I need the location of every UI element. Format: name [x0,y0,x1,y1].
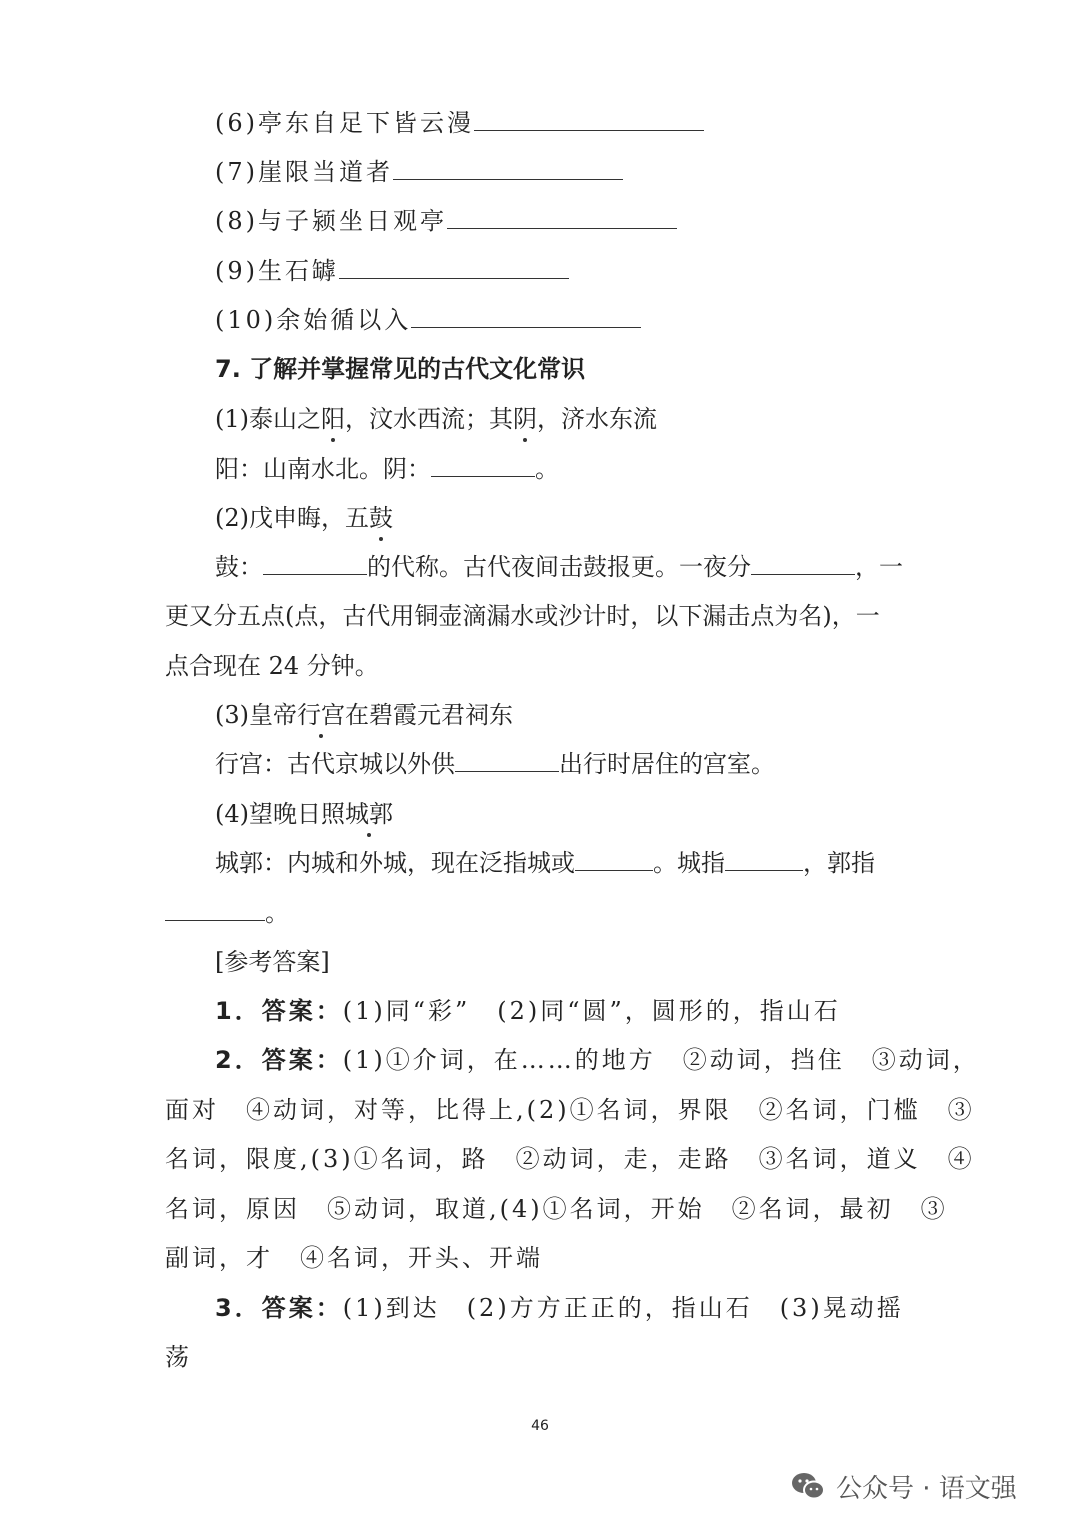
answer-text: (1)到达 (2)方方正正的，指山石 (3)晃动摇 [342,1294,904,1322]
answer-blank[interactable] [431,452,535,477]
answer-text: ，郭指 [803,849,875,877]
answer-blank[interactable] [751,550,855,575]
dotted-word: 阴 [513,402,537,436]
answer-2-line1 [215,1043,980,1077]
question-1-answer [215,452,559,486]
question-text: (2)戊申晦，五 [215,504,369,532]
answer-blank[interactable] [447,204,677,229]
section-title: 7. 了解并掌握常见的古代文化常识 [215,355,586,383]
answer-blank[interactable] [263,550,367,575]
dotted-word: 阳 [321,402,345,436]
answer-2-line4: 名词，原因 ⑤动词，取道,(4)①名词，开始 ②名词，最初 ③ [165,1195,948,1223]
question-text: (3)皇帝 [215,701,297,729]
answer-text: 。 [535,455,559,483]
question-2-answer-line1 [215,550,903,584]
question-text: ，汶水西流；其 [345,405,513,433]
answer-3-line1 [215,1291,904,1325]
answer-1 [215,994,841,1028]
item-text: (9)生石罅 [215,257,339,285]
question-text: 在碧霞元君祠东 [345,701,513,729]
answers-heading: [参考答案] [215,948,330,976]
answer-text: 行宫：古代京城以外供 [215,750,455,778]
answer-2-line5: 副词，才 ④名词，开头、开端 [165,1244,543,1272]
question-2 [215,501,393,535]
answer-label: 2．答案： [215,1046,343,1074]
question-3-answer [215,747,775,781]
watermark [790,1461,1017,1511]
answer-text: 城郭：内城和外城，现在泛指城或 [215,849,575,877]
answer-2-line2: 面对 ④动词，对等，比得上,(2)①名词，界限 ②名词，门槛 ③ [165,1096,975,1124]
answer-text: ，一 [855,553,903,581]
question-2-answer-line2: 更又分五点(点，古代用铜壶滴漏水或沙计时，以下漏击点为名)，一 [165,602,880,630]
answer-text: 阳：山南水北。阴： [215,455,431,483]
question-3 [215,698,513,732]
page-number: 46 [531,1418,549,1434]
exercise-item-9 [215,254,569,288]
answer-text: 鼓： [215,553,263,581]
item-text: (6)亭东自足下皆云漫 [215,109,474,137]
answer-2-line3: 名词，限度,(3)①名词，路 ②动词，走，走路 ③名词，道义 ④ [165,1145,975,1173]
question-4-answer [215,846,875,880]
answer-label: 3．答案： [215,1294,343,1322]
watermark-text: 公众号 · 语文强 [836,1473,1017,1504]
answer-blank[interactable] [411,303,641,328]
item-text: (10)余始循以入 [215,306,412,334]
answer-blank[interactable] [393,155,623,180]
answer-blank[interactable] [575,846,653,871]
answer-text: 。 [265,899,289,927]
answer-label: 1．答案： [215,997,343,1025]
question-text: (4)望晚日照 [215,800,345,828]
answer-blank[interactable] [725,846,803,871]
exercise-item-8 [215,204,677,238]
dotted-word: 行宫 [297,698,345,732]
answer-blank[interactable] [165,896,265,921]
dotted-word: 鼓 [369,501,393,535]
answer-blank[interactable] [455,747,559,772]
question-2-answer-line3: 点合现在 24 分钟。 [165,652,379,680]
item-text: (7)崖限当道者 [215,158,393,186]
answer-text: 出行时居住的宫室。 [559,750,775,778]
question-text: ，济水东流 [537,405,657,433]
exercise-item-6 [215,106,704,140]
answer-text: (1)同“彩” (2)同“圆”，圆形的，指山石 [342,997,841,1025]
exercise-item-10 [215,303,641,337]
answer-text: (1)①介词，在……的地方 ②动词，挡住 ③动词， [342,1046,980,1074]
answer-blank[interactable] [339,254,569,279]
answer-text: 。城指 [653,849,725,877]
question-1 [215,402,657,436]
answer-3-line2: 荡 [165,1343,192,1371]
answer-text: 的代称。古代夜间击鼓报更。一夜分 [367,553,751,581]
question-4 [215,797,393,831]
wechat-icon [790,1470,826,1502]
question-text: (1)泰山之 [215,405,321,433]
dotted-word: 城郭 [345,797,393,831]
answer-blank[interactable] [474,106,704,131]
exercise-item-7 [215,155,623,189]
item-text: (8)与子颍坐日观亭 [215,207,447,235]
question-4-answer-line2 [165,896,289,930]
